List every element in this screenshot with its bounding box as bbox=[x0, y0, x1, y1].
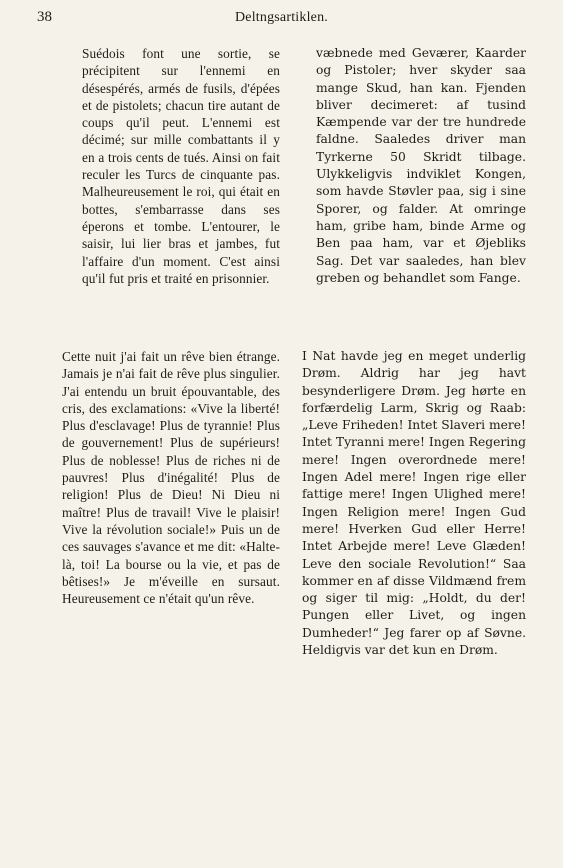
running-title: Deltngsartiklen. bbox=[234, 10, 328, 25]
danish-paragraph-1: væbnede med Geværer, Kaarder og Pistoler; hver skyder saa mange Skud, han kan. Fjenden bliver decimeret: af tusind Kæmpende var der tre hundrede faldne. Saaledes driver man Tyrkerne 50 Skridt tilbage. Ulykkeligvis indviklet Kongen, som havde Støvler paa, sig i sine Sporer, og falder. At omringe ham, gribe ham, binde Arme og Ben paa ham, var et Øjebliks Sag. Det var saaledes, han blev greben og behandlet som Fange. bbox=[316, 46, 526, 285]
danish-paragraph-2: I Nat havde jeg en meget underlig Drøm. Aldrig har jeg havt besynderligere Drøm. Jeg hørte en forfærdelig Larm, Skrig og Raab: „Leve Friheden! Intet Slaveri mere! Intet Tyranni mere! Ingen Regering mere! Ingen overordnede mere! Ingen Adel mere! Ingen rige eller fattige mere! Ingen Ulighed mere! Ingen Religion mere! Ingen Gud mere! Hverken Gud eller Herre! Intet Arbejde mere! Leve Glæden! Leve den sociale Revolution!“ Saa kommer en af disse Vildmænd frem og siger til mig: „Holdt, du der! Pungen eller Livet, og ingen Dumheder!“ Jeg farer op af Søvne. Heldigvis var det kun en Drøm. bbox=[302, 349, 526, 658]
page-number: 38 bbox=[37, 9, 52, 25]
french-paragraph-1: Suédois font une sortie, se précipitent sur l'ennemi en désespérés, armés de fusils, d'épées et de pistolets; chacun tire autant de coups qu'il peut. L'ennemi est décimé; sur mille combattants il y en a trois cents de tués. Ainsi on fait reculer les Turcs de cinquante pas. Malheureusement le roi, qui était en bottes, s'embarrasse dans ses éperons et tombe. L'entourer, le saisir, lui lier bras et jambes, fut l'affaire d'un moment. C'est ainsi qu'il fut pris et traité en prisonnier. bbox=[82, 46, 280, 286]
french-paragraph-2: Cette nuit j'ai fait un rêve bien étrange. Jamais je n'ai fait de rêve plus singulier. J'ai entendu un bruit épouvantable, des cris, des exclamations: «Vive la liberté! Plus d'esclavage! Plus de tyrannie! Plus de gouvernement! Plus de supérieurs! Plus de noblesse! Plus de riches ni de pauvres! Plus d'inégalité! Plus de religion! Plus de Dieu! Ni Dieu ni maître! Plus de travail! Vive le plaisir! Vive la révolution sociale!» Puis un de ces sauvages s'avance et me dit: «Halte-là, toi! La bourse ou la vie, et pas de bêtises!» Je m'éveille en sursaut. Heureusement ce n'était qu'un rêve. bbox=[62, 349, 280, 607]
